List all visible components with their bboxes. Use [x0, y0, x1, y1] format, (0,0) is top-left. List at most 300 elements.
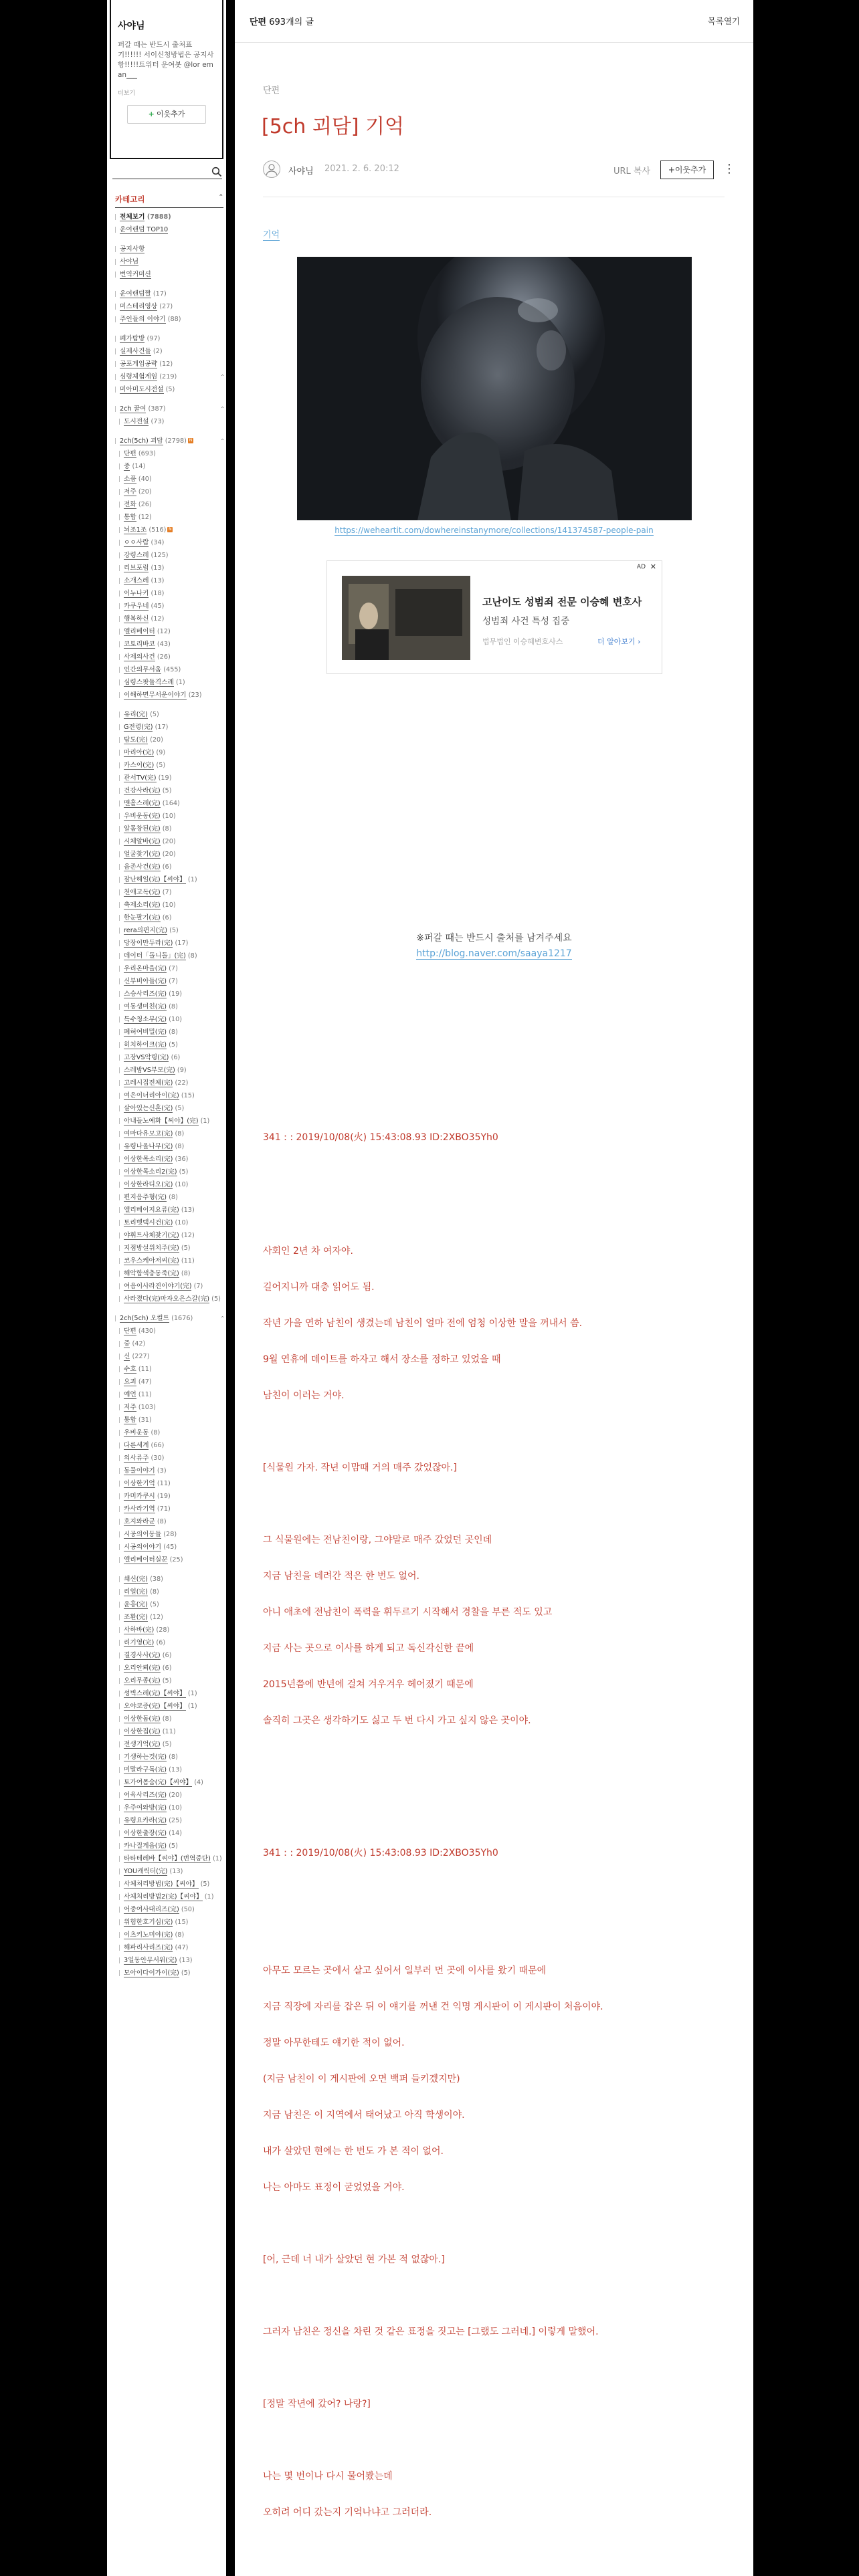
category-item-count: (1)	[187, 1703, 197, 1710]
category-item-label: 스승사리즈(完)	[124, 990, 167, 998]
blog-link-url[interactable]: http://blog.naver.com/saaya1217	[416, 948, 572, 959]
category-item-count: (103)	[138, 1404, 156, 1411]
category-item[interactable]	[115, 1467, 223, 1475]
category-item[interactable]	[115, 437, 223, 445]
category-item[interactable]	[115, 463, 223, 471]
new-badge-icon: N	[189, 438, 193, 443]
category-item-count: (8)	[175, 1931, 185, 1939]
category-item[interactable]	[115, 488, 223, 496]
category-item-count: (1)	[187, 1690, 197, 1697]
category-item[interactable]	[115, 1257, 223, 1265]
post-line: 정말 아무한테도 얘기한 적이 없어.	[263, 2038, 405, 2048]
category-item-label: 음존사건(完)	[124, 863, 161, 871]
category-item[interactable]	[115, 1665, 223, 1673]
category-item[interactable]	[115, 290, 223, 298]
category-item-count: (12)	[151, 615, 165, 623]
category-item[interactable]	[115, 1315, 223, 1323]
category-item[interactable]	[115, 405, 223, 413]
ad-image-illustration	[342, 576, 470, 660]
category-item[interactable]	[115, 1003, 223, 1011]
category-item[interactable]	[115, 335, 223, 343]
chevron-up-icon[interactable]: ⌃	[218, 194, 223, 201]
category-item[interactable]	[115, 889, 223, 897]
category-item[interactable]	[115, 1340, 223, 1348]
post-line: (지금 남친이 이 게시판에 오면 백퍼 들키겠지만)	[263, 2074, 460, 2084]
category-item[interactable]	[115, 303, 223, 311]
category-item-count: (455)	[163, 666, 181, 673]
post-line: 그 식물원에는 전남친이랑, 그야말로 매주 갔었던 곳인데	[263, 1535, 492, 1545]
category-item-label: 폐가탐방	[120, 335, 145, 342]
category-item[interactable]	[115, 1232, 223, 1240]
category-item[interactable]	[115, 1804, 223, 1812]
category-item[interactable]	[115, 901, 223, 909]
category-item-label: 미말라구독(完)	[124, 1766, 167, 1774]
category-item[interactable]	[115, 1531, 223, 1539]
category-item[interactable]	[115, 1677, 223, 1685]
category-item-label: 의사류주	[124, 1455, 149, 1462]
category-items	[115, 213, 223, 1977]
category-item[interactable]	[115, 213, 223, 221]
category-item[interactable]	[115, 1079, 223, 1087]
category-item[interactable]	[115, 316, 223, 324]
category-item-label: 저주	[124, 488, 136, 496]
category-item-count: (15)	[175, 1919, 189, 1926]
category-item[interactable]	[115, 1639, 223, 1647]
category-item[interactable]	[115, 1480, 223, 1488]
category-item[interactable]	[115, 1143, 223, 1151]
category-item-label: G전령(完)	[124, 724, 153, 731]
category-item[interactable]	[115, 1029, 223, 1037]
post-photo[interactable]	[297, 257, 692, 520]
category-item[interactable]	[115, 1614, 223, 1622]
more-options-icon[interactable]: ⋮	[723, 162, 735, 176]
category-item[interactable]	[115, 1416, 223, 1424]
category-item-label: 운여랜덤 TOP10	[120, 226, 169, 233]
category-item-label: 우리온마을(完)	[124, 965, 167, 972]
category-item-label: 중	[124, 463, 130, 470]
category-item[interactable]	[115, 1105, 223, 1113]
ad-banner[interactable]	[326, 560, 662, 674]
category-item[interactable]	[115, 838, 223, 846]
category-item-label: 윤흥(完)	[124, 1601, 148, 1608]
category-item-label: 엘리베이터실꾼	[124, 1556, 168, 1564]
category-item[interactable]	[115, 1855, 223, 1863]
category-item-label: 통합	[124, 1416, 136, 1424]
category-item[interactable]	[115, 1576, 223, 1584]
post-line: 아무도 모르는 곳에서 살고 싶어서 일부러 먼 곳에 이사를 왔기 때문에	[263, 1965, 547, 1976]
category-item-label: 소품	[124, 475, 136, 483]
category-item[interactable]	[115, 564, 223, 572]
post-line: 나는 몇 번이나 다시 물어봤는데	[263, 2471, 393, 2482]
category-item[interactable]	[115, 1442, 223, 1450]
category-item[interactable]	[115, 1543, 223, 1551]
category-item[interactable]	[115, 1092, 223, 1100]
category-item-count: (23)	[188, 691, 202, 699]
category-item[interactable]	[115, 615, 223, 623]
category-item-label: 코토리바코	[124, 641, 155, 648]
category-item[interactable]	[115, 965, 223, 973]
post-line: 지금 남친은 이 지역에서 태어났고 아직 학생이야.	[263, 2110, 465, 2121]
category-item-label: 엘리베이터	[124, 628, 155, 635]
close-icon[interactable]: ✕	[650, 562, 656, 571]
chevron-up-icon[interactable]: ⌃	[220, 406, 225, 412]
category-item[interactable]	[115, 271, 223, 279]
follow-button[interactable]	[127, 105, 206, 124]
avatar[interactable]	[263, 160, 280, 178]
category-item-label: 성벽스레(完)【씨야】	[124, 1690, 186, 1697]
category-item-count: (34)	[151, 539, 165, 546]
category-item[interactable]	[115, 628, 223, 636]
category-item[interactable]	[115, 418, 223, 426]
category-item-label: 뇌조1조	[124, 526, 147, 534]
category-item-count: (5)	[156, 762, 166, 769]
category-item-label: 토가여몸숨(完)【씨야】	[124, 1779, 193, 1786]
url-copy-button[interactable]: URL 복사	[613, 167, 651, 177]
category-item[interactable]	[115, 1715, 223, 1723]
category-item[interactable]	[115, 1957, 223, 1965]
category-item-count: (8)	[175, 1143, 185, 1150]
category-item[interactable]	[115, 348, 223, 356]
category-item[interactable]	[115, 1931, 223, 1939]
category-item[interactable]	[115, 1906, 223, 1914]
category-item-label: 도시전설	[124, 418, 149, 425]
category-item[interactable]	[115, 1067, 223, 1075]
category-item-count: (5)	[162, 1677, 172, 1685]
category-item-count: (43)	[157, 641, 171, 648]
category-item[interactable]	[115, 1117, 223, 1125]
sidebar	[107, 0, 226, 2576]
ad-more-link[interactable]: 더 알아보기 ›	[597, 637, 641, 646]
category-item[interactable]	[115, 691, 223, 700]
category-item[interactable]	[115, 1817, 223, 1825]
chevron-up-icon[interactable]: ⌃	[220, 374, 225, 380]
chevron-up-icon[interactable]: ⌃	[220, 438, 225, 444]
category-item-count: (50)	[181, 1906, 195, 1913]
category-item-count: (13)	[181, 1206, 195, 1214]
category-item-label: 폐허여비밀(完)	[124, 1029, 167, 1036]
profile-more-link[interactable]: 더보기	[118, 90, 136, 97]
category-item[interactable]	[115, 1779, 223, 1787]
category-item[interactable]	[115, 774, 223, 782]
category-item[interactable]	[115, 990, 223, 998]
category-item[interactable]	[115, 1766, 223, 1774]
photo-source-link[interactable]	[235, 526, 753, 535]
post-top-bar	[235, 0, 753, 43]
category-item-count: (71)	[157, 1505, 171, 1513]
category-header[interactable]	[115, 194, 223, 208]
category-item[interactable]	[115, 762, 223, 770]
category-item-count: (9)	[156, 749, 166, 756]
category-item-label: 알몸창된(完)	[124, 825, 161, 833]
category-item-count: (6)	[162, 1665, 172, 1672]
category-item-label: 맨홀스레(完)	[124, 800, 161, 807]
category-item[interactable]	[115, 736, 223, 744]
category-item[interactable]	[115, 1556, 223, 1564]
category-item-label: 사하바(完)	[124, 1626, 155, 1634]
category-item-label: 유령요카라(完)	[124, 1817, 167, 1824]
category-item-count: (5)	[169, 1041, 178, 1049]
category-item[interactable]	[115, 1391, 223, 1399]
category-item[interactable]	[115, 914, 223, 922]
post-line: [정말 작년에 갔어? 나랑?]	[263, 2399, 371, 2409]
category-item[interactable]	[115, 1626, 223, 1634]
category-item-label: 단편	[124, 450, 136, 457]
category-item[interactable]	[115, 1455, 223, 1463]
category-item[interactable]	[115, 450, 223, 458]
category-item[interactable]	[115, 1041, 223, 1049]
category-item[interactable]	[115, 749, 223, 757]
category-item[interactable]	[115, 1652, 223, 1660]
category-item-count: (20)	[169, 1792, 183, 1799]
category-item[interactable]	[115, 813, 223, 821]
category-item[interactable]	[115, 1969, 223, 1977]
category-item[interactable]	[115, 787, 223, 795]
category-item-count: (13)	[151, 577, 165, 584]
chevron-up-icon[interactable]: ⌃	[220, 1315, 225, 1321]
category-item-label: 통합	[124, 514, 136, 521]
category-item-label: 탐도(完)	[124, 736, 148, 744]
category-item-count: (8)	[157, 1518, 167, 1525]
category-item[interactable]	[115, 940, 223, 948]
category-item-label: 사체처리방법(完)【씨야】	[124, 1881, 199, 1888]
category-item-count: (25)	[169, 1556, 183, 1564]
category-item-count: (20)	[138, 488, 152, 496]
post-category[interactable]: 단편	[263, 86, 280, 96]
category-item[interactable]	[115, 1893, 223, 1901]
category-item[interactable]	[115, 1792, 223, 1800]
category-item[interactable]	[115, 360, 223, 368]
category-item[interactable]	[115, 1270, 223, 1278]
category-item-count: (2798)	[165, 437, 187, 445]
category-item-label: 전생기억(完)	[124, 1741, 161, 1748]
author-name[interactable]: 사야님	[288, 167, 314, 177]
category-item-count: (31)	[138, 1416, 152, 1424]
category-item-count: (7)	[162, 889, 172, 896]
category-item[interactable]	[115, 1703, 223, 1711]
category-item[interactable]	[115, 724, 223, 732]
category-item-count: (1)	[175, 679, 185, 686]
category-item[interactable]	[115, 1944, 223, 1952]
category-item[interactable]	[115, 1518, 223, 1526]
category-item-label: 야휘트사체찾기(完)	[124, 1232, 179, 1239]
category-item-count: (8)	[181, 1270, 191, 1277]
category-item-label: 데이터「돌니돌」(完)	[124, 952, 186, 960]
category-item[interactable]	[115, 679, 223, 687]
category-item[interactable]	[115, 1378, 223, 1386]
category-item-count: (1)	[204, 1893, 214, 1901]
category-item[interactable]	[115, 373, 223, 381]
category-item[interactable]	[115, 603, 223, 611]
category-item[interactable]	[115, 1194, 223, 1202]
category-item[interactable]	[115, 1206, 223, 1214]
ad-image[interactable]	[342, 576, 470, 660]
category-item[interactable]	[115, 851, 223, 859]
category-item[interactable]	[115, 1168, 223, 1176]
category-item-count: (10)	[162, 901, 176, 909]
category-item[interactable]	[115, 1881, 223, 1889]
category-item-count: (12)	[138, 514, 152, 521]
category-item[interactable]	[115, 876, 223, 884]
category-item-label: ㅇㅇ사람	[124, 539, 149, 546]
category-gap	[115, 431, 223, 437]
category-item[interactable]	[115, 386, 223, 394]
category-item-label: 타타테레바【씨야】(번역중단)	[124, 1855, 211, 1862]
category-item-label: 유령나올나무(完)	[124, 1143, 173, 1150]
category-item-count: (13)	[179, 1957, 193, 1964]
category-item[interactable]	[115, 552, 223, 560]
category-item-count: (5)	[211, 1295, 221, 1303]
category-item[interactable]	[115, 1919, 223, 1927]
category-item-count: (8)	[169, 1753, 178, 1761]
category-item-label: 사제의사건	[124, 653, 155, 661]
follow-button[interactable]: +이웃추가	[660, 160, 714, 179]
category-item[interactable]	[115, 711, 223, 719]
category-name[interactable]: 단편	[250, 17, 267, 27]
category-item-count: (17)	[175, 940, 189, 947]
category-item-label: 이상한목소리2(完)	[124, 1168, 177, 1176]
search-bar[interactable]	[112, 165, 222, 179]
category-item[interactable]	[115, 1181, 223, 1189]
category-item[interactable]	[115, 1601, 223, 1609]
category-item[interactable]	[115, 1283, 223, 1291]
category-item-label: 2ch(5ch) 오컬트	[120, 1315, 169, 1322]
category-item[interactable]	[115, 1741, 223, 1749]
category-item-label: 인간의무서움	[124, 666, 162, 673]
post-line: 그러자 남친은 정신을 차린 것 같은 표정을 짓고는 [그랬도 그러네.] 이렇게 말했어.	[263, 2327, 599, 2337]
category-item[interactable]	[115, 1219, 223, 1227]
photo-source-url[interactable]: https://weheartit.com/dowhereinstanymore/collections/141374587-people-pain	[335, 526, 654, 535]
category-item-label: 편지음주형(完)	[124, 1194, 167, 1201]
category-item[interactable]	[115, 952, 223, 960]
category-item-count: (8)	[169, 1194, 178, 1201]
category-gap	[115, 1308, 223, 1315]
profile-name[interactable]: 사야님	[118, 21, 145, 31]
category-item[interactable]	[115, 1493, 223, 1501]
category-item-label: 유리(完)	[124, 711, 148, 718]
category-item-count: (28)	[163, 1531, 177, 1538]
post-line: 작년 가을 연하 남친이 생겼는데 남친이 얼마 전에 엄청 이상한 말을 꺼내서 씀.	[263, 1318, 583, 1329]
category-item[interactable]	[115, 1690, 223, 1698]
category-item[interactable]	[115, 666, 223, 674]
category-item[interactable]	[115, 927, 223, 935]
category-item-label: 예언	[124, 1391, 136, 1398]
category-item[interactable]	[115, 258, 223, 266]
category-item-label: 우비운동	[124, 1429, 149, 1436]
category-item[interactable]	[115, 1830, 223, 1838]
category-item[interactable]	[115, 825, 223, 833]
blog-link[interactable]	[235, 948, 753, 959]
category-item-label: 얼굴찾기(完)	[124, 851, 161, 858]
category-item[interactable]	[115, 577, 223, 585]
search-icon[interactable]	[211, 167, 222, 177]
category-item-count: (25)	[169, 1817, 183, 1824]
category-item-count: (5)	[169, 927, 179, 934]
category-item[interactable]	[115, 226, 223, 234]
category-item-label: 카미카쿠시	[124, 1493, 155, 1500]
category-item[interactable]	[115, 475, 223, 484]
category-item-count: (26)	[138, 501, 152, 508]
category-item[interactable]	[115, 1295, 223, 1303]
category-item-label: 주인들의 이야기	[120, 316, 166, 323]
category-item-label: 해파리사리즈(完)	[124, 1944, 173, 1951]
list-toggle[interactable]: 목록열기	[707, 16, 740, 26]
category-item[interactable]	[115, 590, 223, 598]
category-item[interactable]	[115, 1353, 223, 1361]
category-item-label: 모아이다이가이(完)	[124, 1969, 179, 1977]
category-item-count: (1)	[200, 1117, 210, 1125]
main-content	[235, 0, 753, 2576]
category-item[interactable]	[115, 1505, 223, 1513]
category-item-count: (8)	[162, 825, 172, 833]
category-item[interactable]	[115, 1588, 223, 1596]
category-item[interactable]	[115, 1728, 223, 1736]
category-item-label: 전화	[124, 501, 136, 508]
category-item[interactable]	[115, 653, 223, 661]
category-item-label: 수호	[124, 1366, 136, 1373]
category-item[interactable]	[115, 1156, 223, 1164]
category-item-label: 카나질게음(完)	[124, 1842, 167, 1850]
category-item[interactable]	[115, 526, 223, 534]
category-item-count: (17)	[155, 724, 169, 731]
category-item[interactable]	[115, 978, 223, 986]
post-tag[interactable]: 기억	[263, 227, 280, 241]
category-item[interactable]	[115, 641, 223, 649]
category-item-count: (45)	[151, 603, 165, 610]
category-item[interactable]	[115, 800, 223, 808]
category-item-label: 심령스팟돌격스레	[124, 679, 174, 686]
category-item[interactable]	[115, 1327, 223, 1335]
category-item[interactable]	[115, 1130, 223, 1138]
category-item-label: 이상한라디오(完)	[124, 1181, 173, 1188]
category-item-label: 천애고독(完)	[124, 889, 161, 896]
category-item-count: (14)	[132, 463, 146, 470]
post-meta	[263, 160, 735, 181]
post-line: 오히려 어디 갔는지 기억나냐고 그러더라.	[263, 2507, 432, 2518]
category-item[interactable]	[115, 1404, 223, 1412]
category-item-label: 리얼(完)	[124, 1588, 148, 1596]
category-item[interactable]	[115, 245, 223, 253]
category-item-label: 살아있는신혼(完)	[124, 1105, 173, 1112]
category-item[interactable]	[115, 501, 223, 509]
category-list	[115, 194, 223, 1982]
category-item[interactable]	[115, 1054, 223, 1062]
category-item-label: 호지와라군	[124, 1518, 155, 1525]
category-item-label: 오리안뢰(完)	[124, 1665, 161, 1672]
category-item-count: (6)	[162, 1652, 172, 1659]
category-item[interactable]	[115, 1245, 223, 1253]
post-line: [식물원 가자. 작년 이맘때 거의 매주 갔었잖아.]	[263, 1463, 457, 1473]
category-item-count: (7888)	[147, 213, 171, 221]
follow-button-label: 이웃추가	[156, 110, 185, 118]
category-item[interactable]	[115, 863, 223, 871]
category-item-count: (38)	[150, 1576, 163, 1583]
category-item[interactable]	[115, 539, 223, 547]
category-item-count: (20)	[162, 838, 176, 845]
category-item[interactable]	[115, 1842, 223, 1850]
category-item[interactable]	[115, 1429, 223, 1437]
category-item-count: (14)	[169, 1830, 183, 1837]
post-line: [어, 근데 너 내가 살았던 현 가본 적 없잖아.]	[263, 2254, 445, 2265]
category-item[interactable]	[115, 1016, 223, 1024]
category-item[interactable]	[115, 1366, 223, 1374]
category-item[interactable]	[115, 514, 223, 522]
post-line: 남친이 이러는 거야.	[263, 1390, 345, 1401]
post-line: 솔직히 그곳은 생각하기도 싫고 두 번 다시 가고 싶지 않은 곳이야.	[263, 1715, 531, 1726]
category-item-label: 공지사항	[120, 245, 145, 253]
category-item-label: 여음이사라진이야기(完)	[124, 1283, 192, 1290]
category-item[interactable]	[115, 1868, 223, 1876]
category-item[interactable]	[115, 1753, 223, 1761]
